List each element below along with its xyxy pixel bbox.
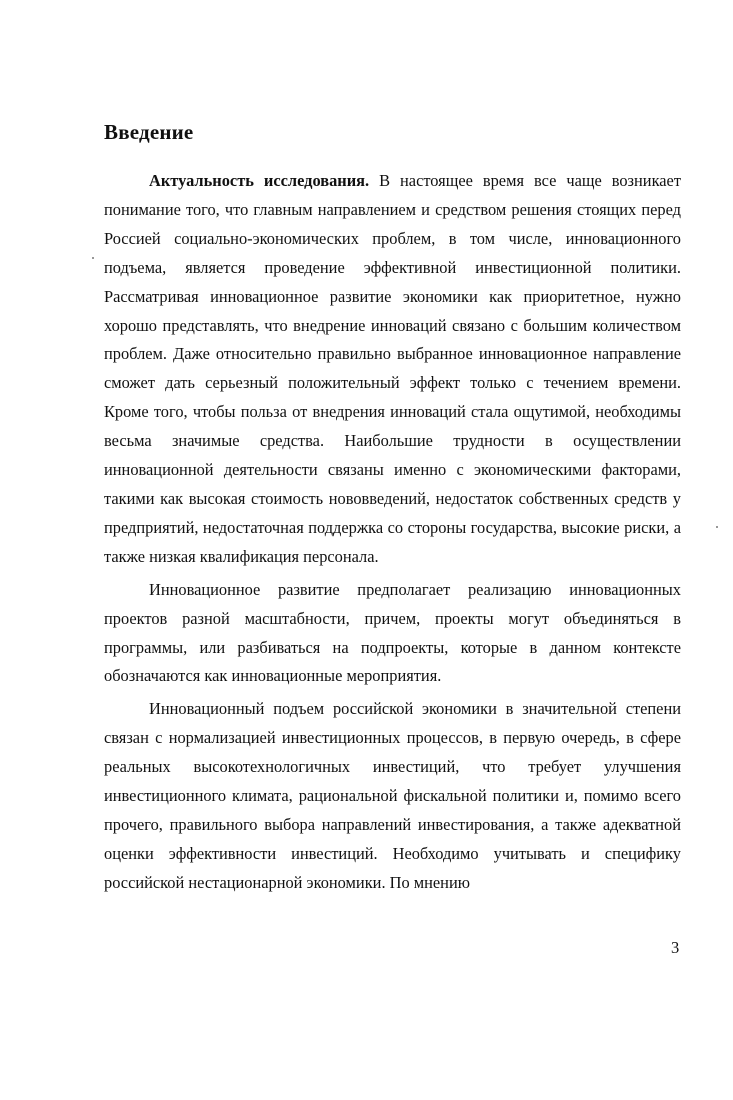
page-number: 3 <box>671 938 680 957</box>
body-text <box>104 167 681 902</box>
paragraph-relevance <box>104 167 681 572</box>
scan-speck <box>716 526 718 528</box>
scan-speck <box>92 257 94 259</box>
paragraph-innovation-growth: Инновационный подъем российской экономики в значительной степени связан с нормализацией инвестиционных процессов, в первую очередь, в сфере реальных высокотехнологичных инвестиций, что требует улучшения инвестиционного климата, рациональной фискальной политики и, помимо всего прочего, правильного выбора направлений инвестирования, а также адекватной оценки эффективности инвестиций. Необходимо учитывать и специфику российской нестационарной экономики. По мнению <box>104 699 681 892</box>
page-title: Введение <box>104 120 194 144</box>
paragraph-lead: Актуальность исследования. <box>149 171 370 190</box>
paragraph-text: В настоящее время все чаще возникает понимание того, что главным направлением и средством решения стоящих перед Россией социально-экономических проблем, в том числе, инновационного подъема, является проведение эффективной инвестиционной политики. Рассматривая инновационное развитие экономики как приоритетное, нужно хорошо представлять, что внедрение инноваций связано с большим количеством проблем. Даже относительно правильно выбранное инновационное направление сможет дать серьезный положительный эффект только с течением времени. Кроме того, чтобы польза от внедрения инноваций стала ощутимой, необходимы весьма значимые средства. Наибольшие трудности в осуществлении инновационной деятельности связаны именно с экономическими факторами, такими как высокая стоимость нововведений, недостаток собственных средств у предприятий, недостаточная поддержка со стороны государства, высокие риски, а также низкая квалификация персонала. <box>104 171 681 566</box>
paragraph-innovation-development: Инновационное развитие предполагает реализацию инновационных проектов разной масштабности, причем, проекты могут объединяться в программы, или разбиваться на подпроекты, которые в данном контексте обозначаются как инновационные мероприятия. <box>104 579 681 686</box>
